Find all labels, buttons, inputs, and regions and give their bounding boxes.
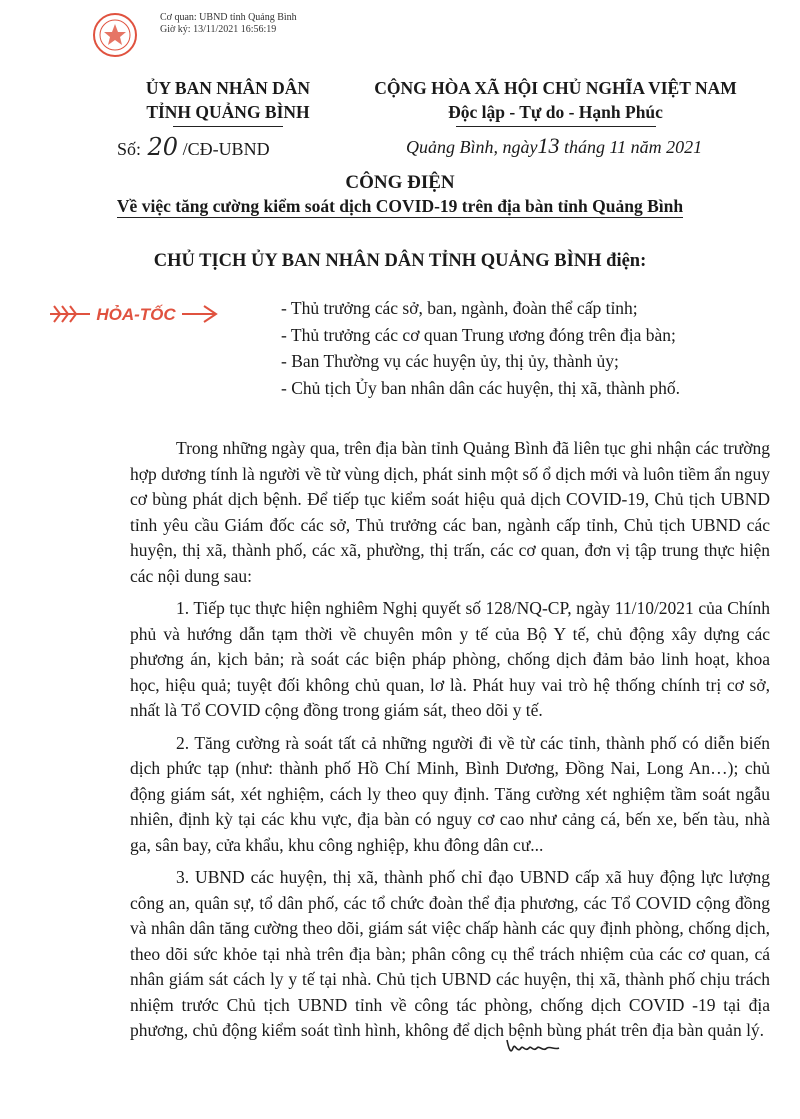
urgent-stamp-text: HỎA-TỐC bbox=[96, 305, 176, 324]
recipient-heading: CHỦ TỊCH ỦY BAN NHÂN DÂN TỈNH QUẢNG BÌNH điện: bbox=[153, 251, 647, 271]
directive-2: 2. Tăng cường rà soát tất cả những người đi về từ các tỉnh, thành phố có diễn biến dịch phức tạp (như: thành phố Hồ Chí Minh, Bình Dương, Đồng Nai, Long An…); chủ động giám sát, xét nghiệm, cách ly theo quy định. Tăng cường xét nghiệm tầm soát ngẫu nhiên, định kỳ tại các khu vực, địa bàn có nguy cơ cao như cảng cá, bến xe, bến tàu, nhà ga, sân bay, cửa khẩu, khu công nghiệp, khu đông dân cư... bbox=[130, 732, 770, 855]
recipient-list bbox=[281, 295, 680, 401]
national-motto bbox=[368, 76, 743, 127]
date-day-handwritten: 13 bbox=[537, 133, 560, 158]
doc-number-prefix: Số: bbox=[117, 139, 142, 159]
recipient-item: - Ban Thường vụ các huyện ủy, thị ủy, thành ủy; bbox=[281, 351, 619, 372]
directive-1: 1. Tiếp tục thực hiện nghiêm Nghị quyết số 128/NQ-CP, ngày 11/10/2021 của Chính phủ và hướng dẫn tạm thời về chuyên môn y tế của Bộ Y tế, chủ động xây dựng các phương án, kịch bản; rà soát các biện pháp phòng, chống dịch đảm bảo linh hoạt, khoa học, hiệu quả; tuyệt đối không chủ quan, lơ là. Phát huy vai trò hệ thống chính trị cơ sở, nhất là Tổ COVID cộng đồng trong giám sát, theo dõi y tế. bbox=[130, 598, 770, 720]
motto-line2: Độc lập - Tự do - Hạnh Phúc bbox=[448, 102, 663, 122]
subtitle-text: Về việc tăng cường kiểm soát dịch COVID-19 trên địa bàn tỉnh Quảng Bình bbox=[116, 196, 684, 216]
signature-agency: Cơ quan: UBND tỉnh Quảng Bình bbox=[160, 12, 297, 23]
document-number bbox=[117, 133, 270, 161]
official-seal-icon bbox=[92, 12, 138, 58]
date-line bbox=[406, 133, 702, 159]
document-body bbox=[130, 436, 770, 1051]
motto-underline bbox=[456, 126, 656, 127]
signature-time: Giờ ký: 13/11/2021 16:56:19 bbox=[160, 24, 277, 35]
digital-signature-info bbox=[160, 12, 297, 36]
recipient-item: - Thủ trưởng các sở, ban, ngành, đoàn thể cấp tỉnh; bbox=[281, 298, 638, 318]
directive-3: 3. UBND các huyện, thị xã, thành phố chỉ đạo UBND cấp xã huy động lực lượng công an, quân sự, tổ dân phố, các tổ chức đoàn thể địa phương, các Tổ COVID cộng đồng và nhân dân tăng cường theo dõi, giám sát việc chấp hành các quy định phòng, chống dịch, theo dõi sức khỏe tại nhà trên địa bàn; phân công cụ thể trách nhiệm của các cơ quan, cá nhân giám sát cách ly y tế tại nhà. Chủ tịch UBND các huyện, thị xã, thành phố chịu trách nhiệm trước Chủ tịch UBND tỉnh về công tác phòng, chống dịch COVID -19 tại địa phương, chủ động kiểm soát tình hình, không để dịch bệnh bùng phát trên địa bàn quản lý. bbox=[130, 867, 770, 1040]
initial-signature-icon bbox=[503, 1036, 563, 1058]
doc-number-suffix: /CĐ-UBND bbox=[182, 139, 270, 159]
recipient-item: - Thủ trưởng các cơ quan Trung ương đóng trên địa bàn; bbox=[281, 324, 676, 345]
recipient-item: - Chủ tịch Ủy ban nhân dân các huyện, thị xã, thành phố. bbox=[281, 377, 680, 398]
date-prefix: Quảng Bình, ngày bbox=[406, 137, 538, 157]
authority-line1: ỦY BAN NHÂN DÂN bbox=[145, 78, 311, 98]
doc-number-handwritten: 20 bbox=[147, 133, 179, 161]
authority-underline bbox=[173, 126, 283, 127]
authority-line2: TỈNH QUẢNG BÌNH bbox=[146, 102, 310, 122]
intro-paragraph: Trong những ngày qua, trên địa bàn tỉnh Quảng Bình đã liên tục ghi nhận các trường hợp dương tính là người về từ vùng dịch, phát sinh một số ổ dịch mới và luôn tiềm ẩn nguy cơ bùng phát dịch bệnh. Để tiếp tục kiểm soát hiệu quả dịch COVID-19, Chủ tịch UBND tỉnh yêu cầu Giám đốc các sở, Thủ trưởng các ban, ngành cấp tỉnh, Chủ tịch UBND các huyện, thị xã, thành phố, các xã, phường, thị trấn, các cơ quan, đơn vị tập trung thực hiện các nội dung sau: bbox=[130, 438, 770, 586]
date-suffix: tháng 11 năm 2021 bbox=[559, 137, 703, 157]
motto-line1: CỘNG HÒA XÃ HỘI CHỦ NGHĨA VIỆT NAM bbox=[374, 78, 737, 98]
urgent-stamp-icon bbox=[44, 294, 224, 334]
document-subtitle bbox=[0, 196, 800, 217]
issuing-authority bbox=[118, 76, 338, 127]
document-title: CÔNG ĐIỆN bbox=[345, 172, 455, 193]
